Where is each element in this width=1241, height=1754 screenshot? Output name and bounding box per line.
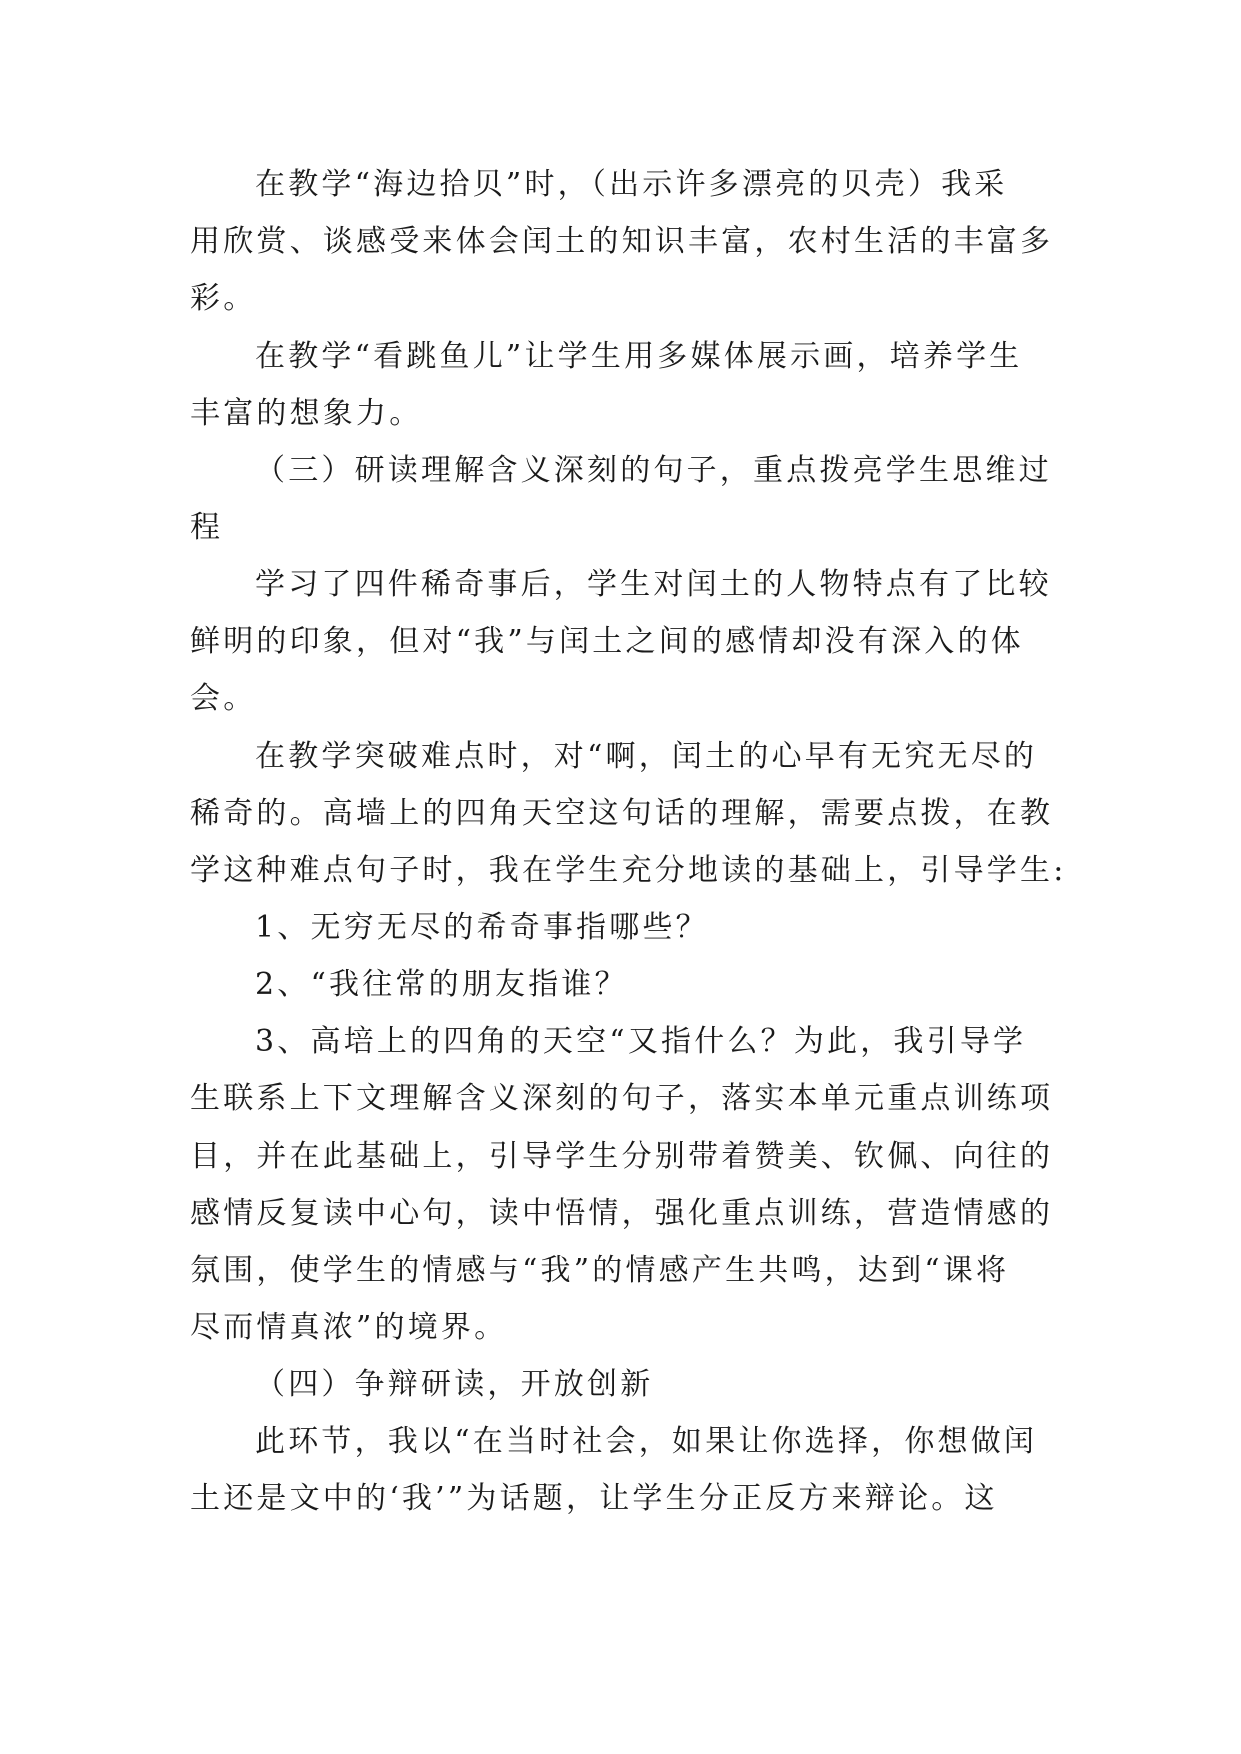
paragraph-line: 彩。 <box>190 281 257 316</box>
paragraph-line: 感情反复读中心句，读中悟情，强化重点训练，营造情感的 <box>190 1196 1054 1231</box>
paragraph-line: 氛围，使学生的情感与“我”的情感产生共鸣，达到“课将 <box>190 1253 1010 1288</box>
paragraph-line: 学这种难点句子时，我在学生充分地读的基础上，引导学生: <box>190 853 1067 888</box>
paragraph-line: 尽而情真浓”的境界。 <box>190 1310 508 1345</box>
list-item: 2、“我往常的朋友指谁？ <box>255 967 628 1002</box>
paragraph-line: 稀奇的。高墙上的四角天空这句话的理解，需要点拨，在教 <box>190 796 1054 831</box>
paragraph-line: 目，并在此基础上，引导学生分别带着赞美、钦佩、向往的 <box>190 1139 1054 1174</box>
list-item: 1、无穷无尽的希奇事指哪些？ <box>255 910 709 945</box>
paragraph-line: 在教学“海边拾贝”时，（出示许多漂亮的贝壳）我采 <box>255 167 1008 202</box>
list-item: 3、高培上的四角的天空“又指什么？为此，我引导学 <box>255 1024 1027 1059</box>
paragraph-line: 丰富的想象力。 <box>190 396 423 431</box>
paragraph-line: 用欣赏、谈感受来体会闰土的知识丰富，农村生活的丰富多 <box>190 224 1054 259</box>
paragraph-line: 在教学突破难点时，对“啊，闰土的心早有无究无尽的 <box>255 739 1038 774</box>
paragraph-line: 学习了四件稀奇事后，学生对闰土的人物特点有了比较 <box>255 567 1052 602</box>
paragraph-line: 此环节，我以“在当时社会，如果让你选择，你想做闰 <box>255 1424 1038 1459</box>
paragraph-line: 鲜明的印象，但对“我”与闰土之间的感情却没有深入的体 <box>190 624 1024 659</box>
paragraph-line: 土还是文中的‘我’”为话题，让学生分正反方来辩论。这 <box>190 1481 998 1516</box>
section-heading: （三）研读理解含义深刻的句子，重点拨亮学生思维过 <box>255 453 1052 488</box>
paragraph-line: 在教学“看跳鱼儿”让学生用多媒体展示画，培养学生 <box>255 339 1023 374</box>
section-heading: （四）争辩研读，开放创新 <box>255 1367 654 1402</box>
section-heading-continued: 程 <box>190 510 224 545</box>
paragraph-line: 会。 <box>190 681 257 716</box>
paragraph-line: 生联系上下文理解含义深刻的句子，落实本单元重点训练项 <box>190 1081 1054 1116</box>
